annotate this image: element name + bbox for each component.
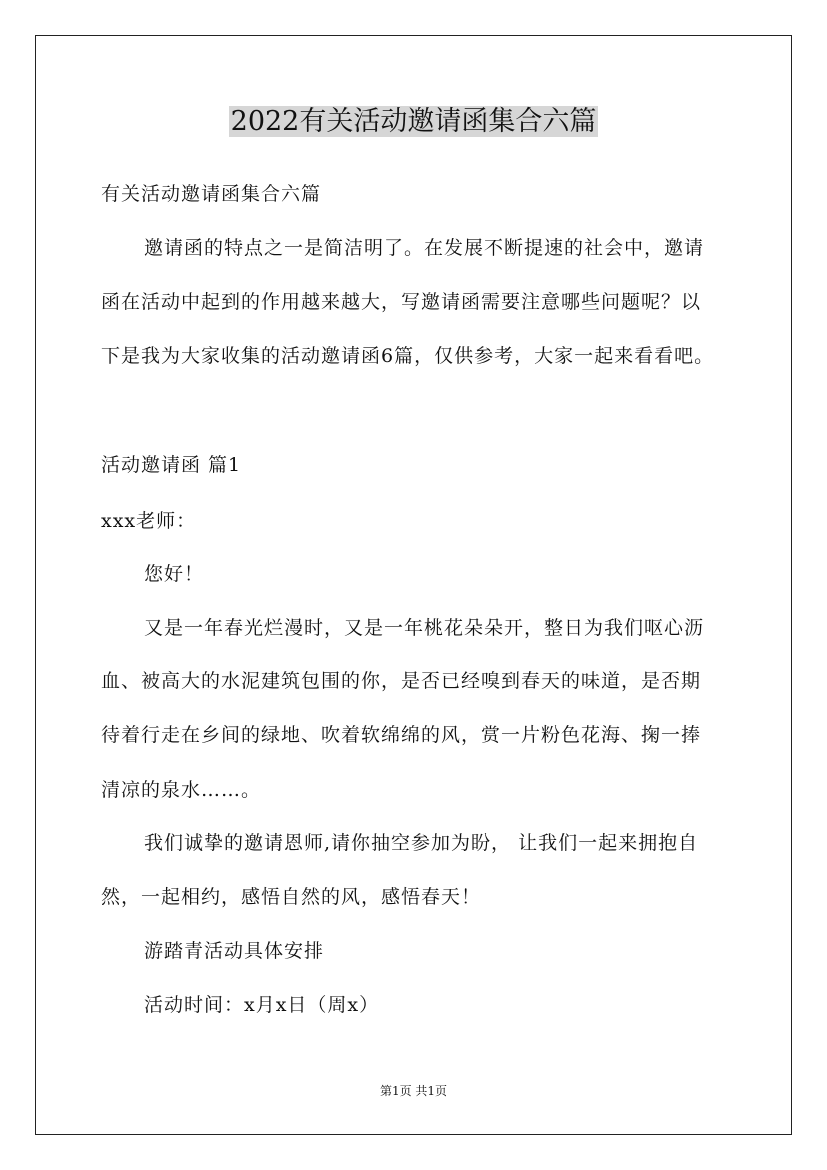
para1-line-3: 待着行走在乡间的绿地、吹着软绵绵的风，赏一片粉色花海、掬一捧 [101, 724, 702, 746]
para2-line-2: 然，一起相约，感悟自然的风，感悟春天！ [101, 886, 482, 908]
intro-line-1: 邀请函的特点之一是简洁明了。在发展不断提速的社会中，邀请 [144, 237, 705, 259]
subtitle: 有关活动邀请函集合六篇 [101, 183, 322, 205]
section-heading: 活动邀请函 篇1 [101, 454, 242, 476]
para2-line-1: 我们诚挚的邀请恩师,请你抽空参加为盼， 让我们一起来拥抱自 [144, 832, 699, 854]
arrangement-heading: 游踏青活动具体安排 [144, 940, 325, 962]
intro-line-3: 下是我为大家收集的活动邀请函6篇，仅供参考，大家一起来看看吧。 [101, 345, 715, 367]
intro-line-2: 函在活动中起到的作用越来越大，写邀请函需要注意哪些问题呢？以 [101, 291, 702, 313]
greeting: 您好！ [144, 563, 205, 585]
salutation: xxx老师： [101, 510, 197, 532]
para1-line-1: 又是一年春光烂漫时，又是一年桃花朵朵开，整日为我们呕心沥 [144, 617, 705, 639]
para1-line-4: 清凉的泉水……。 [101, 779, 262, 801]
para1-line-2: 血、被高大的水泥建筑包围的你，是否已经嗅到春天的味道，是否期 [101, 670, 702, 692]
document-title-text: 2022有关活动邀请函集合六篇 [230, 106, 597, 137]
activity-time: 活动时间：x月x日（周x） [144, 994, 380, 1016]
document-title [0, 100, 827, 144]
page-footer: 第1页 共1页 [379, 1084, 448, 1098]
